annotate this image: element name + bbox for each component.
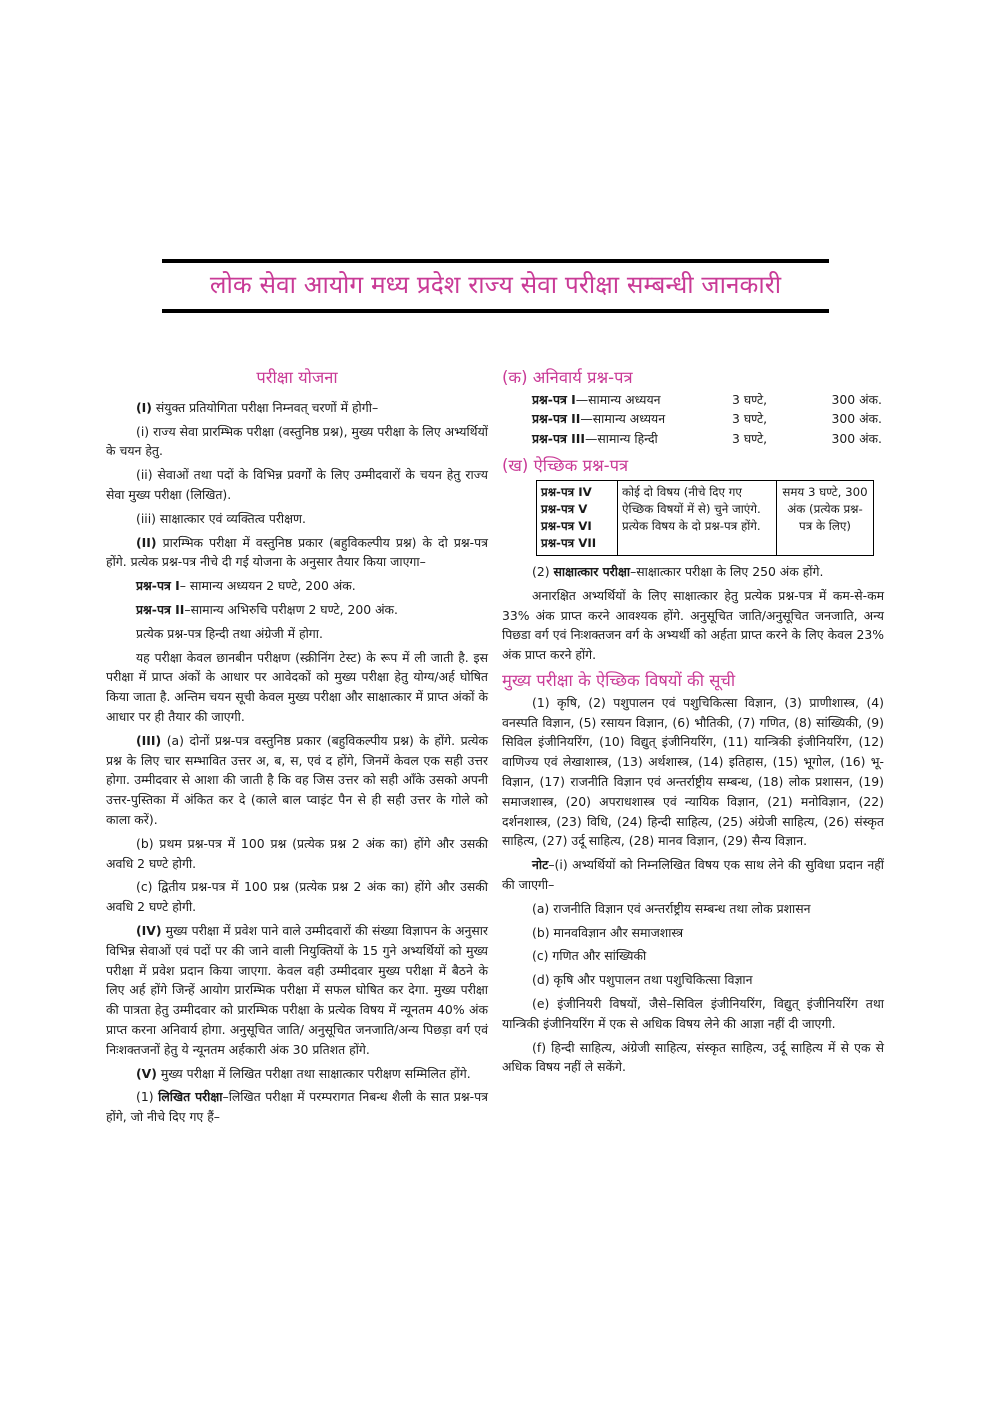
note-c: (c) गणित और सांख्यिकी	[532, 948, 647, 964]
compulsory-paper-row: प्रश्न-पत्र III—सामान्य हिन्दी 3 घण्टे, 300 अंक.	[532, 430, 882, 446]
page-title: लोक सेवा आयोग मध्य प्रदेश राज्य सेवा परीक्षा सम्बन्धी जानकारी	[209, 270, 782, 299]
interview-qualify-para: अनारक्षित अभ्यर्थियों के लिए साक्षात्कार हेतु प्रत्येक प्रश्न-पत्र में कम-से-कम 33% अंक प्राप्त करने आवश्यक होंगे. अनुसूचित जाति/अनुसूचित जनजाति, अन्य पिछडा वर्ग एवं निःशक्तजन वर्ग के अभ्यर्थी को अर्हता प्राप्त करने के लिए केवल 23% अंक प्राप्त करने होंगे.	[502, 587, 884, 663]
compulsory-papers-list	[502, 390, 884, 449]
para-I: (I) संयुक्त प्रतियोगिता परीक्षा निम्नवत् चरणों में होगी–	[136, 399, 379, 415]
compulsory-paper-row: प्रश्न-पत्र II—सामान्य अध्ययन 3 घण्टे, 300 अंक.	[532, 411, 882, 427]
prelim-paper-1: प्रश्न-पत्र I– सामान्य अध्ययन 2 घण्टे, 200 अंक.	[136, 578, 356, 594]
optional-paper-time: समय 3 घण्टे, 300 अंक (प्रत्येक प्रश्न-पत्र के लिए)	[777, 481, 874, 556]
compulsory-paper-row: प्रश्न-पत्र I—सामान्य अध्ययन 3 घण्टे, 300 अंक.	[532, 391, 882, 407]
para-III: (III) (a) दोनों प्रश्न-पत्र वस्तुनिष्ठ प्रकार (बहुविकल्पीय प्रश्न) के होंगे. प्रत्येक प्रश्न के लिए चार सम्भावित उत्तर अ, ब, स, एवं द होंगे, जिनमें केवल एक सही उत्तर होगा. उम्मीदवार से आशा की जाती है कि वह जिस उत्तर को सही आँके उसको अपनी उत्तर-पुस्तिका में अंकित कर दे (काले बाल प्वाइंट पैन से ही सही उत्तर के गोले को काला करें).	[106, 732, 488, 827]
optional-papers-heading: (ख) ऐच्छिक प्रश्न-पत्र	[502, 456, 629, 476]
interview-para: (2) साक्षात्कार परीक्षा–साक्षात्कार परीक्षा के लिए 250 अंक होंगे.	[532, 564, 824, 580]
optional-papers-table	[536, 480, 874, 556]
table-row	[537, 481, 874, 556]
optional-paper-desc: कोई दो विषय (नीचे दिए गए ऐच्छिक विषयों में से) चुने जाएंगे. प्रत्येक विषय के दो प्रश्न-पत्र होंगे.	[618, 481, 777, 556]
note-a: (a) राजनीति विज्ञान एवं अन्तर्राष्ट्रीय सम्बन्ध तथा लोक प्रशासन	[532, 900, 811, 916]
title-top-rule	[162, 259, 829, 263]
prelim-paper-2: प्रश्न-पत्र II–सामान्य अभिरुचि परीक्षण 2 घण्टे, 200 अंक.	[136, 601, 398, 617]
optional-paper-list: प्रश्न-पत्र IV प्रश्न-पत्र V प्रश्न-पत्र VI प्रश्न-पत्र VII	[537, 481, 618, 556]
optional-subjects-list: (1) कृषि, (2) पशुपालन एवं पशुचिकित्सा विज्ञान, (3) प्राणीशास्त्र, (4) वनस्पति विज्ञान, (5) रसायन विज्ञान, (6) भौतिकी, (7) गणित, (8) सांख्यिकी, (9) सिविल इंजीनियरिंग, (10) विद्युत् इंजीनियरिंग, (11) यान्त्रिकी इंजीनियरिंग, (12) वाणिज्य एवं लेखाशास्त्र, (13) अर्थशास्त्र, (14) इतिहास, (15) भूगोल, (16) भू-विज्ञान, (17) राजनीति विज्ञान एवं अन्तर्राष्ट्रीय सम्बन्ध, (18) लोक प्रशासन, (19) समाजशास्त्र, (20) अपराधशास्त्र एवं न्यायिक विज्ञान, (21) मनोविज्ञान, (22) दर्शनशास्त्र, (23) विधि, (24) हिन्दी साहित्य, (25) अंग्रेजी साहित्य, (26) संस्कृत साहित्य, (27) उर्दू साहित्य, (28) मानव विज्ञान, (29) सैन्य विज्ञान.	[502, 694, 884, 849]
note-d: (d) कृषि और पशुपालन तथा पशुचिकित्सा विज्ञान	[532, 972, 753, 988]
title-bottom-rule	[162, 309, 829, 313]
prelim-language-note: प्रत्येक प्रश्न-पत्र हिन्दी तथा अंग्रेजी में होगा.	[136, 625, 323, 641]
written-exam-para: (1) लिखित परीक्षा–लिखित परीक्षा में परम्परागत निबन्ध शैली के सात प्रश्न-पत्र होंगे, जो नीचे दिए गए हैं–	[106, 1089, 488, 1125]
para-III-b: (b) प्रथम प्रश्न-पत्र में 100 प्रश्न (प्रत्येक प्रश्न 2 अंक का) होंगे और उसकी अवधि 2 घण्टे होगी.	[106, 835, 488, 871]
para-I-i: (i) राज्य सेवा प्रारम्भिक परीक्षा (वस्तुनिष्ठ प्रश्न), मुख्य परीक्षा के लिए अभ्यर्थियों के चयन हेतु.	[106, 423, 488, 459]
compulsory-papers-heading: (क) अनिवार्य प्रश्न-पत्र	[502, 368, 633, 387]
note-e: (e) इंजीनियरी विषयों, जैसे–सिविल इंजीनियरिंग, विद्युत् इंजीनियरिंग तथा यान्त्रिकी इंजीनियरिंग में एक से अधिक विषय लेने की आज्ञा नहीं दी जाएगी.	[502, 996, 884, 1031]
right-column	[502, 368, 884, 1081]
optional-subjects-heading: मुख्य परीक्षा के ऐच्छिक विषयों की सूची	[502, 671, 736, 691]
note-para: नोट–(i) अभ्यर्थियों को निम्नलिखित विषय एक साथ लेने की सुविधा प्रदान नहीं की जाएगी–	[502, 857, 884, 893]
para-III-c: (c) द्वितीय प्रश्न-पत्र में 100 प्रश्न (प्रत्येक प्रश्न 2 अंक का) होंगे और उसकी अवधि 2 घण्टे होगी.	[106, 879, 488, 915]
note-f: (f) हिन्दी साहित्य, अंग्रेजी साहित्य, संस्कृत साहित्य, उर्दू साहित्य में से एक से अधिक विषय नहीं ले सकेंगे.	[502, 1039, 884, 1075]
exam-scheme-heading: परीक्षा योजना	[256, 368, 338, 387]
left-column	[106, 368, 488, 1131]
para-V: (V) मुख्य परीक्षा में लिखित परीक्षा तथा साक्षात्कार परीक्षण सम्मिलित होंगे.	[136, 1065, 471, 1081]
para-I-ii: (ii) सेवाओं तथा पदों के विभिन्न प्रवर्गों के लिए उम्मीदवारों के चयन हेतु राज्य सेवा मुख्य परीक्षा (लिखित).	[106, 467, 488, 502]
para-IV: (IV) मुख्य परीक्षा में प्रवेश पाने वाले उम्मीदवारों की संख्या विज्ञापन के अनुसार विभिन्न सेवाओं एवं पदों पर की जाने वाली नियुक्तियों के 15 गुने अभ्यर्थियों को मुख्य परीक्षा में प्रवेश प्रदान किया जाएगा. केवल वही उम्मीदवार मुख्य परीक्षा में बैठने के लिए अर्ह होंगे जिन्हें आयोग प्रारम्भिक परीक्षा में सफल घोषित कर देगा. मुख्य परीक्षा की पात्रता हेतु उम्मीदवार को प्रारम्भिक परीक्षा के प्रत्येक विषय में न्यूनतम 40% अंक प्राप्त करना अनिवार्य होगा. अनुसूचित जाति/ अनुसूचित जनजाति/अन्य पिछड़ा वर्ग एवं निःशक्तजनों हेतु ये न्यूनतम अर्हकारी अंक 30 प्रतिशत होंगे.	[106, 922, 488, 1057]
screening-para: यह परीक्षा केवल छानबीन परीक्षण (स्क्रीनिंग टेस्ट) के रूप में ली जाती है. इस परीक्षा में प्राप्त अंकों के आधार पर आवेदकों को मुख्य परीक्षा हेतु योग्य/अर्ह घोषित किया जाता है. अन्तिम चयन सूची केवल मुख्य परीक्षा और साक्षात्कार में प्राप्त अंकों के आधार पर ही तैयार की जाएगी.	[106, 649, 488, 724]
para-I-iii: (iii) साक्षात्कार एवं व्यक्तित्व परीक्षण.	[136, 510, 306, 526]
para-II: (II) प्रारम्भिक परीक्षा में वस्तुनिष्ठ प्रकार (बहुविकल्पीय प्रश्न) के दो प्रश्न-पत्र होंगे. प्रत्येक प्रश्न-पत्र नीचे दी गई योजना के अनुसार तैयार किया जाएगा–	[106, 534, 488, 570]
note-b: (b) मानवविज्ञान और समाजशास्त्र	[532, 924, 684, 940]
